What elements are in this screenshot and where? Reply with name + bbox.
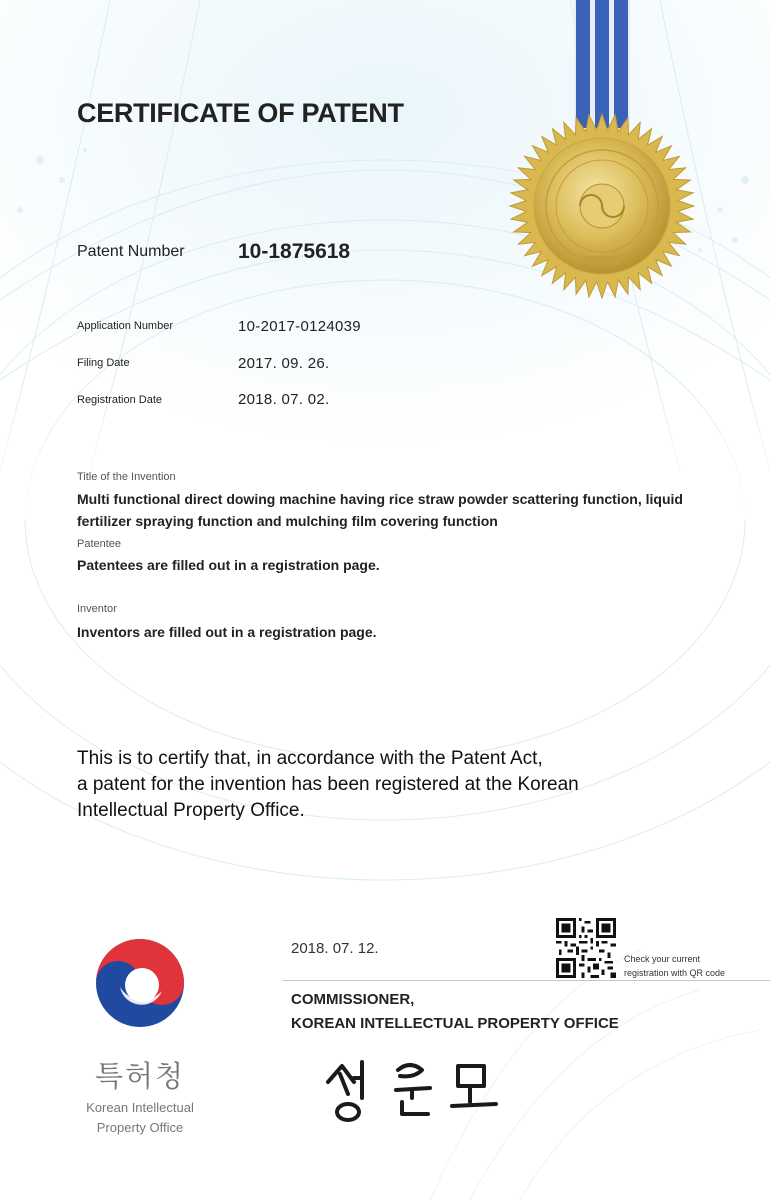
filing-date-value: 2017. 09. 26. bbox=[238, 355, 330, 372]
kipo-english-line-1: Korean Intellectual bbox=[86, 1100, 194, 1115]
invention-title-label: Title of the Invention bbox=[77, 471, 176, 483]
commissioner-line-1: COMMISSIONER, bbox=[291, 991, 415, 1008]
kipo-english-line-2: Property Office bbox=[96, 1120, 184, 1135]
qr-note bbox=[624, 952, 725, 980]
signature-divider bbox=[282, 980, 770, 981]
patentee-value: Patentees are filled out in a registration page. bbox=[77, 557, 380, 573]
certification-line-1: This is to certify that, in accordance with the Patent Act, bbox=[77, 748, 543, 769]
certification-statement bbox=[77, 746, 677, 824]
qr-code-icon[interactable] bbox=[556, 918, 616, 978]
commissioner-line-2: KOREAN INTELLECTUAL PROPERTY OFFICE bbox=[291, 1015, 619, 1032]
patent-number-value: 10-1875618 bbox=[238, 240, 351, 263]
issue-date: 2018. 07. 12. bbox=[291, 940, 379, 957]
application-number-label: Application Number bbox=[77, 320, 173, 332]
invention-title-line-1: Multi functional direct dowing machine having rice straw powder scattering function, liquid bbox=[77, 491, 683, 507]
invention-title-line-2: fertilizer spraying function and mulching film covering function bbox=[77, 513, 498, 529]
patent-number-label: Patent Number bbox=[77, 243, 185, 260]
kipo-korean-name: 특허청 bbox=[94, 1061, 186, 1093]
commissioner-title bbox=[291, 988, 619, 1036]
registration-date-value: 2018. 07. 02. bbox=[238, 391, 330, 408]
certification-line-3: Intellectual Property Office. bbox=[77, 800, 305, 821]
certificate-title: CERTIFICATE OF PATENT bbox=[77, 98, 404, 128]
filing-date-label: Filing Date bbox=[77, 357, 130, 369]
qr-note-line-1: Check your current bbox=[624, 954, 701, 964]
handwritten-signature bbox=[318, 1052, 508, 1132]
qr-note-line-2: registration with QR code bbox=[624, 968, 726, 978]
kipo-logo-icon bbox=[92, 935, 188, 1031]
invention-title bbox=[77, 488, 757, 532]
certification-line-2: a patent for the invention has been registered at the Korean bbox=[77, 774, 579, 795]
inventor-label: Inventor bbox=[77, 603, 117, 615]
patentee-label: Patentee bbox=[77, 538, 122, 550]
registration-date-label: Registration Date bbox=[77, 394, 162, 406]
application-number-value: 10-2017-0124039 bbox=[238, 318, 361, 335]
kipo-english-name bbox=[68, 1098, 212, 1138]
gold-seal-icon bbox=[506, 108, 698, 304]
inventor-value: Inventors are filled out in a registration page. bbox=[77, 624, 377, 640]
